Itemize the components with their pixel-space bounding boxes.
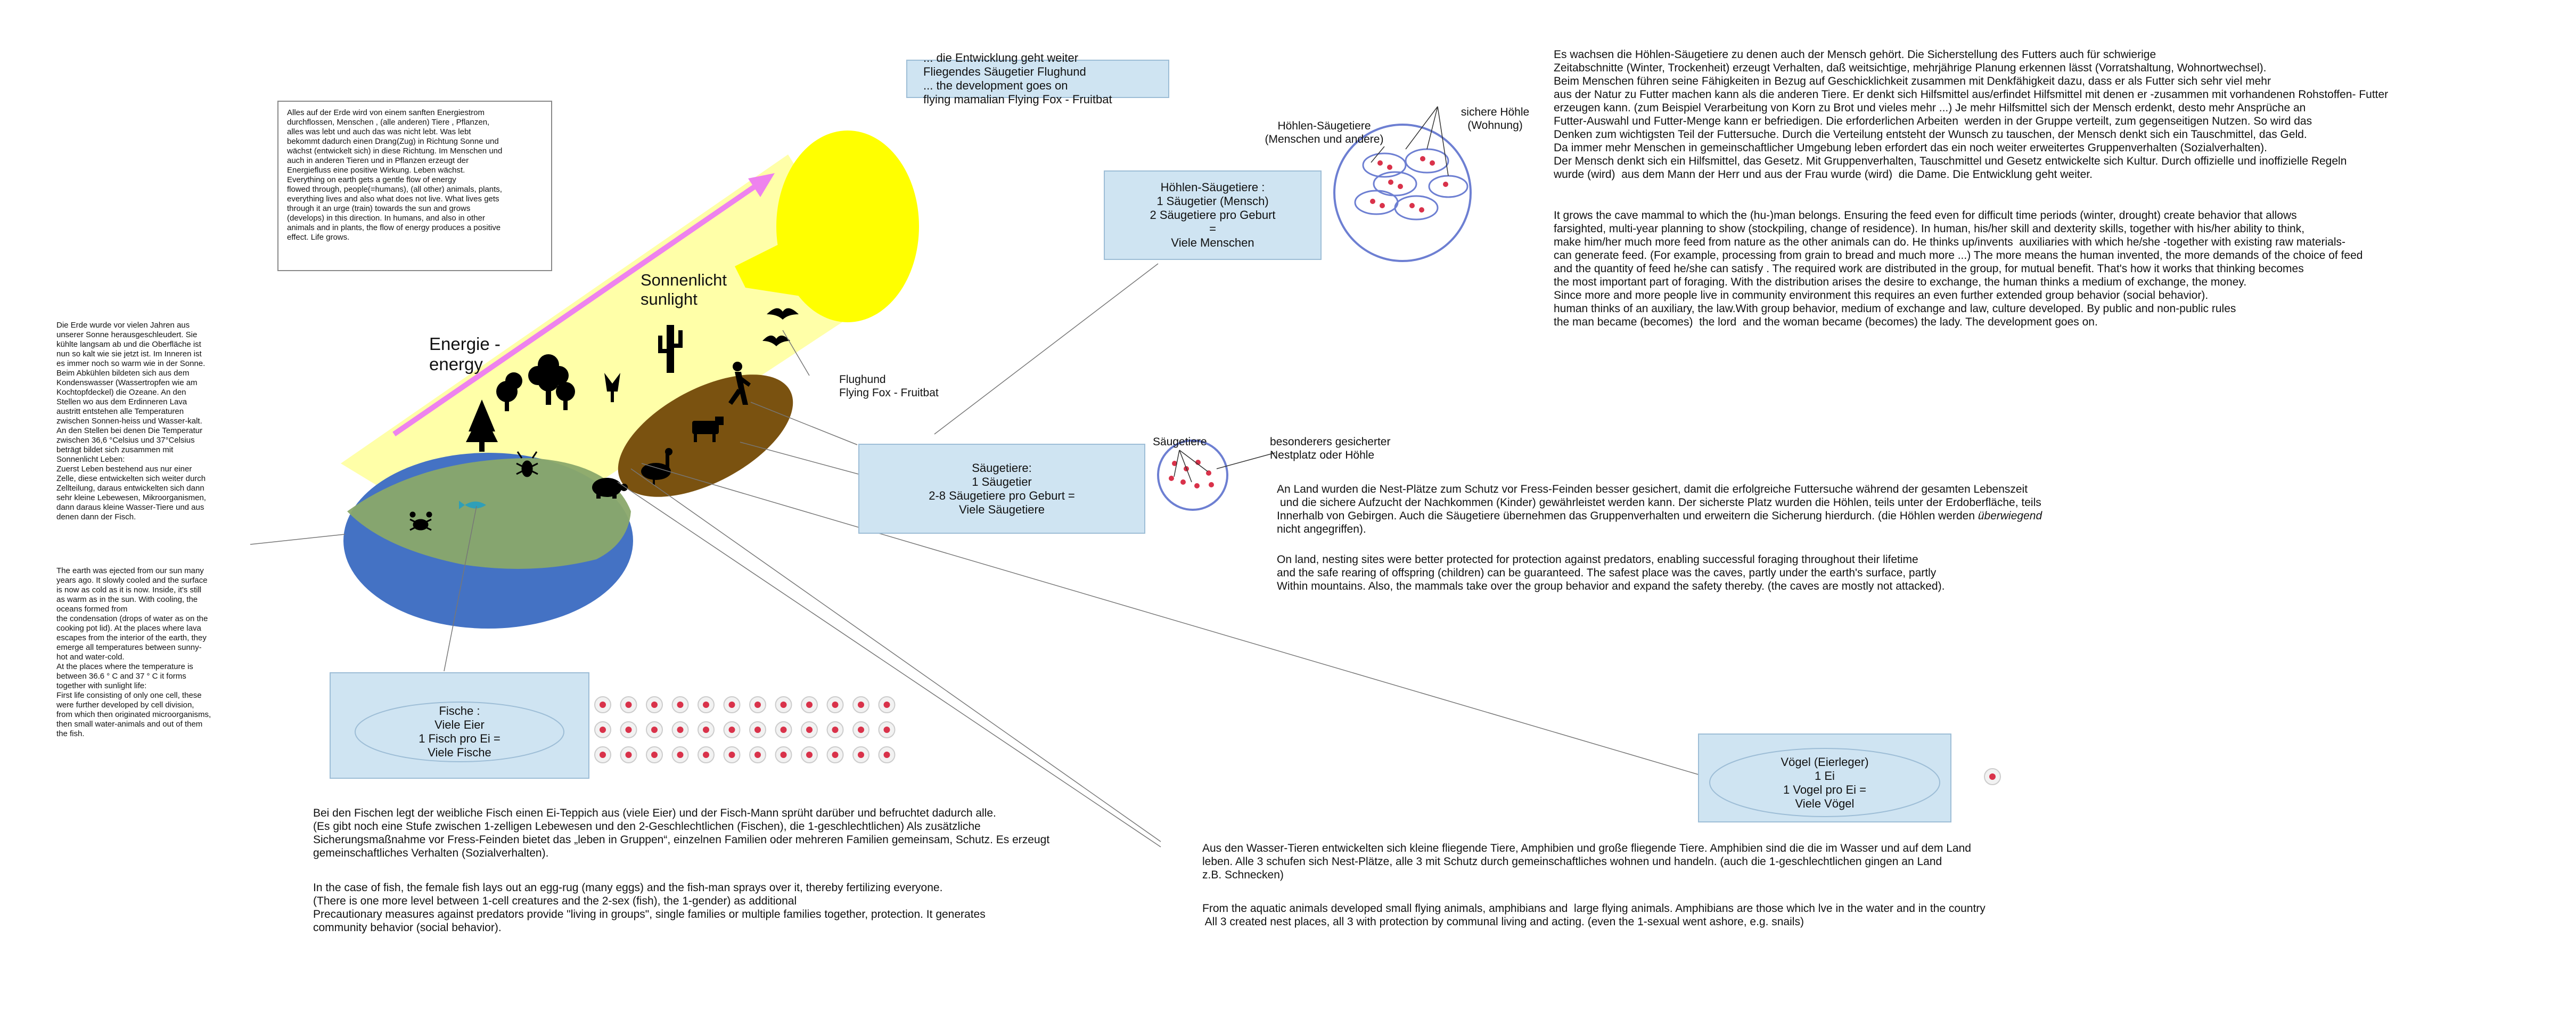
mammal-label: Säugetiere: [1153, 436, 1207, 448]
fish-egg-yolk: [754, 752, 761, 758]
fish-egg-yolk: [806, 752, 813, 758]
fish-egg-yolk: [626, 727, 632, 733]
fish-egg-yolk: [781, 702, 787, 708]
fish-egg-yolk: [754, 727, 761, 733]
nest-text-de-italic: überwiegend: [1978, 510, 2042, 522]
nest-label: besonderers gesicherter Nestplatz oder Höhle: [1270, 436, 1391, 461]
nest-text-de: [1277, 483, 2182, 536]
connector-line: [934, 264, 1158, 434]
fish-box-text: Fische : Viele Eier 1 Fisch pro Ei = Viele Fische: [419, 704, 501, 759]
fish-egg-yolk: [651, 752, 658, 758]
fish-box: [330, 672, 589, 779]
fish-egg-yolk: [729, 702, 735, 708]
fish-egg-yolk: [703, 752, 709, 758]
fish-egg-yolk: [884, 702, 890, 708]
fish-egg-yolk: [600, 702, 606, 708]
fish-egg-yolk: [729, 727, 735, 733]
cave-mammals-label: Höhlen-Säugetiere (Menschen und andere): [1265, 120, 1384, 145]
energy-flow-box: Alles auf der Erde wird von einem sanften Energiestrom durchflossen, Menschen , (alle anderen) Tiere , Pflanzen, alles was lebt und auch das was nicht lebt. Was lebt bekommt dadurch einen Drang(Zug) in Richtung Sonne und wächst (entwickelt sich) in diese Richtung. Im Menschen und auch in anderen Tieren und in Pflanzen erzeugt der Energiefluss eine positive Wirkung. Leben wächst. Everything on earth gets a gentle flow of energy flowed through, people(=humans), (all other) animals, plants, everything lives and also what does not live. What lives gets through it an urge (train) towards the sun and grows (develops) in this direction. In humans, and also in other animals and in plants, the flow of energy produces a positive effect. Life grows.: [277, 101, 552, 271]
pointer-line: [1217, 453, 1275, 469]
fish-egg-yolk: [806, 702, 813, 708]
connector-line: [740, 442, 858, 474]
fish-egg-yolk: [600, 752, 606, 758]
fish-egg-yolk: [806, 727, 813, 733]
aquatic-text-de: Aus den Wasser-Tieren entwickelten sich kleine fliegende Tiere, Amphibien und große fliegende Tiere. Amphibien sind die die im Wasser und auf dem Land leben. Alle 3 schufen sich Nest-Plätze, alle 3 mit Schutz durch gemeinschaftliches wohnen und handeln. (auch die 1-geschlechtlichen gingen an Land z.B. Schnecken): [1202, 842, 1971, 881]
nest-text-de-part2: nicht angegriffen).: [1277, 523, 1366, 535]
nest-text-en: On land, nesting sites were better protected for protection against predators, enabling successful foraging throughout their lifetime and the safe rearing of offspring (children) can be guaranteed. The safest place was the caves, partly under the earth's surface, partly Within mountains. Also, the mammals take over the group behavior and expand the safety thereby. (the caves are mostly not attacked).: [1277, 553, 1945, 592]
fish-egg-yolk: [781, 727, 787, 733]
cave-mammal-text-de: Es wachsen die Höhlen-Säugetiere zu denen auch der Mensch gehört. Die Sicherstellung des Futters auch für schwierige Zeitabschnitte (Winter, Trockenheit) erzeugt Verhalten, daß weitsichtige, mehrjährige Planung erkennen lässt (Vorratshaltung, Wohnortwechsel). Beim Menschen führen seine Fähigkeiten in Bezug auf Geschicklichkeit zusammen mit Denkfähigkeit dazu, dass er als Futter sich sehr viel mehr aus der Natur zu Futter machen kann als die anderen Tiere. Er denkt sich Hilfsmittel aus/erfindet Hilfsmittel mit denen er -zusammen mit vorhandenen Rohstoffen- Futter erzeugen kann. (zum Beispiel Verarbeitung von Korn zu Brot und vieles mehr ...) Je mehr Hilfsmittel sich der Mensch erdenkt, desto mehr Ansprüche an Futter-Auswahl und Futter-Menge kann er befriedigen. Die erforderlichen Arbeiten werden in der Gruppe verteilt, zum gegenseitigen Nutzen. So wird das Denken zum wichtigsten Teil der Futtersuche. Durch die Verteilung entsteht der Wunsch zu tauschen, der Mensch denkt sich ein Tauschmittel, das Geld. Da immer mehr Menschen in gemeinschaftlicher Umgebung leben erfordert das ein noch weiter erweitertes Gruppenverhalten (Sozialverhalten). Der Mensch denkt sich ein Hilfsmittel, das Gesetz. Mit Gruppenverhalten, Tauschmittel und Gesetz entwickelte sich Kultur. Durch offizielle und inoffizielle Regeln wurde (wird) aus dem Mann der Herr und aus der Frau wurde (wird) die Dame. Die Entwicklung geht weiter.: [1554, 48, 2389, 181]
sunlight-label: Sonnenlicht sunlight: [641, 271, 727, 308]
development-box: ... die Entwicklung geht weiter Fliegendes Säugetier Flughund ... the development goes on flying mamalian Flying Fox - Fruitbat: [906, 60, 1169, 98]
nest-text-de-part1: An Land wurden die Nest-Plätze zum Schutz vor Fress-Feinden besser gesichert, damit die erfolgreiche Futtersuche während der gesamten Lebenszeit und die sichere Aufzucht der Nachkommen (Kinder) gewährleistet werden kann. Der sicherste Platz wurden die Höhlen, teils unter der Erdoberfläche, teils Innerhalb von Gebirgen. Auch die Säugetiere übernehmen das Gruppenverhalten und erweitern die Sicherung hierdurch. (die Höhlen werden: [1277, 483, 2041, 522]
earth-origin-text-de: Die Erde wurde vor vielen Jahren aus unserer Sonne herausgeschleudert. Sie kühlte langsam ab und die Oberfläche ist nun so kalt wie sie jetzt ist. Im Inneren ist es immer noch so warm wie in der Sonne. Beim Abkühlen bildeten sich aus dem Kondenswasser (Wassertropfen wie am Kochtopfdeckel) die Ozeane. An den Stellen wo aus dem Erdinneren Lava austritt entstehen alle Temperaturen zwischen Sonnen-heiss und Wasser-kalt. An den Stellen bei denen Die Temperatur zwischen 36,6 °Celsius und 37°Celsius beträgt bildet sich zusammen mit Sonnenlicht Leben: Zuerst Leben bestehend aus nur einer Zelle, diese entwickelten sich weiter durch Zellteilung, daraus entwickelten sich dann sehr kleine Lebewesen, Mikroorganismen, dann daraus kleine Wasser-Tiere und aus denen dann der Fisch.: [56, 321, 206, 521]
fish-egg-yolk: [626, 702, 632, 708]
fish-egg-yolk: [781, 752, 787, 758]
fish-egg-yolk: [832, 702, 839, 708]
fish-egg-yolk: [703, 702, 709, 708]
fish-egg-yolk: [858, 727, 864, 733]
fish-egg-yolk: [651, 727, 658, 733]
bird-egg-yolk: [1989, 773, 1996, 780]
cave-mammal-box: Höhlen-Säugetiere : 1 Säugetier (Mensch) 2 Säugetiere pro Geburt = Viele Menschen: [1104, 170, 1322, 260]
earth-origin-text-en: The earth was ejected from our sun many years ago. It slowly cooled and the surface is now as cold as it is now. Inside, it's still as warm as in the sun. With cooling, the oceans formed from the condensation (drops of water as on the cooking pot lid). At the places where lava escapes from the interior of the earth, they emerge all temperatures between sunny- hot and water-cold. At the places where the temperature is between 36.6 ° C and 37 ° C it forms together with sunlight life: First life consisting of only one cell, these were further developed by cell division, from which then originated microorganisms, then small water-animals and out of them the fish.: [56, 566, 211, 738]
fish-egg-yolk: [703, 727, 709, 733]
fish-egg-yolk: [884, 752, 890, 758]
fish-egg-yolk: [600, 727, 606, 733]
fish-egg-yolk: [651, 702, 658, 708]
bird-box-text: Vögel (Eierleger) 1 Ei 1 Vogel pro Ei = Viele Vögel: [1781, 755, 1869, 810]
connector-line: [250, 534, 345, 544]
fish-egg-yolk: [832, 727, 839, 733]
fish-text-de: Bei den Fischen legt der weibliche Fisch einen Ei-Teppich aus (viele Eier) und der Fisch-Mann sprüht darüber und befruchtet dadurch alle. (Es gibt noch eine Stufe zwischen 1-zelligen Lebewesen und den 2-Geschlechtlichen (Fischen), die 1-geschlechtlichen) Als zusätzliche Sicherungsmaßnahme vor Fress-Feinden bietet das „leben in Gruppen“, einzelnen Familien oder mehreren Familien gemeinsam, Schutz. Es erzeugt gemeinschaftliches Verhalten (Sozialverhalten).: [313, 807, 1050, 859]
fish-egg-yolk: [832, 752, 839, 758]
safe-cave-label: sichere Höhle (Wohnung): [1461, 106, 1530, 132]
flying-fox-label: Flughund Flying Fox - Fruitbat: [839, 373, 939, 399]
nest-circle: [1158, 441, 1227, 510]
fish-egg-yolk: [677, 752, 684, 758]
fish-egg-yolk: [754, 702, 761, 708]
fish-egg-yolk: [626, 752, 632, 758]
fish-egg-yolk: [858, 752, 864, 758]
fish-text-en: In the case of fish, the female fish lays out an egg-rug (many eggs) and the fish-man sprays over it, thereby fertilizing everyone. (There is one more level between 1-cell creatures and the 2-sex (fish), the 1-gender) as additional Precautionary measures against predators provide "living in groups", single families or multiple families together, protection. It generates community behavior (social behavior).: [313, 882, 986, 934]
fish-egg-yolk: [677, 702, 684, 708]
fish-egg-grid: [595, 697, 895, 763]
mammal-box: Säugetiere: 1 Säugetier 2-8 Säugetiere pro Geburt = Viele Säugetiere: [858, 444, 1145, 534]
fish-egg-yolk: [858, 702, 864, 708]
cave-mammal-text-en: It grows the cave mammal to which the (hu-)man belongs. Ensuring the feed even for difficult time periods (winter, drought) create behavior that allows farsighted, multi-year planning to show (stockpiling, change of residence). In human, his/her skill and dexterity skills, together with his/her ability to think, make him/her much more feed from nature as the other animals can do. He thinks up/invents auxiliaries with which he/she -together with existing raw materials- can generate feed. (For example, processing from grain to bread and much more ...) The more means the human invented, the more demands of the choice of feed and the quantity of feed he/she can satisfy . The required work are distributed in the group, for mutual benefit. That's how it works that thinking becomes the most important part of foraging. With the distribution arises the desire to exchange, the human thinks a medium of exchange, the money. Since more and more people live in community environment this requires an even further extended group behavior (social behavior). human thinks of an auxiliary, the law.With group behavior, medium of exchange and law, culture developed. By public and non-public rules the man became (becomes) the lord and the woman became (becomes) the lady. The development goes on.: [1554, 209, 2363, 328]
fish-egg-yolk: [884, 727, 890, 733]
connector-line: [618, 482, 1161, 847]
fish-egg-yolk: [729, 752, 735, 758]
bird-box: [1698, 733, 1951, 822]
aquatic-text-en: From the aquatic animals developed small flying animals, amphibians and large flying animals. Amphibians are those which lve in the water and in the country All 3 created nest places, all 3 with protection by communal living and acting. (even the 1-sexual went ashore, e.g. snails): [1202, 902, 1986, 928]
energy-label: Energie - energy: [429, 334, 501, 374]
fish-egg-yolk: [677, 727, 684, 733]
